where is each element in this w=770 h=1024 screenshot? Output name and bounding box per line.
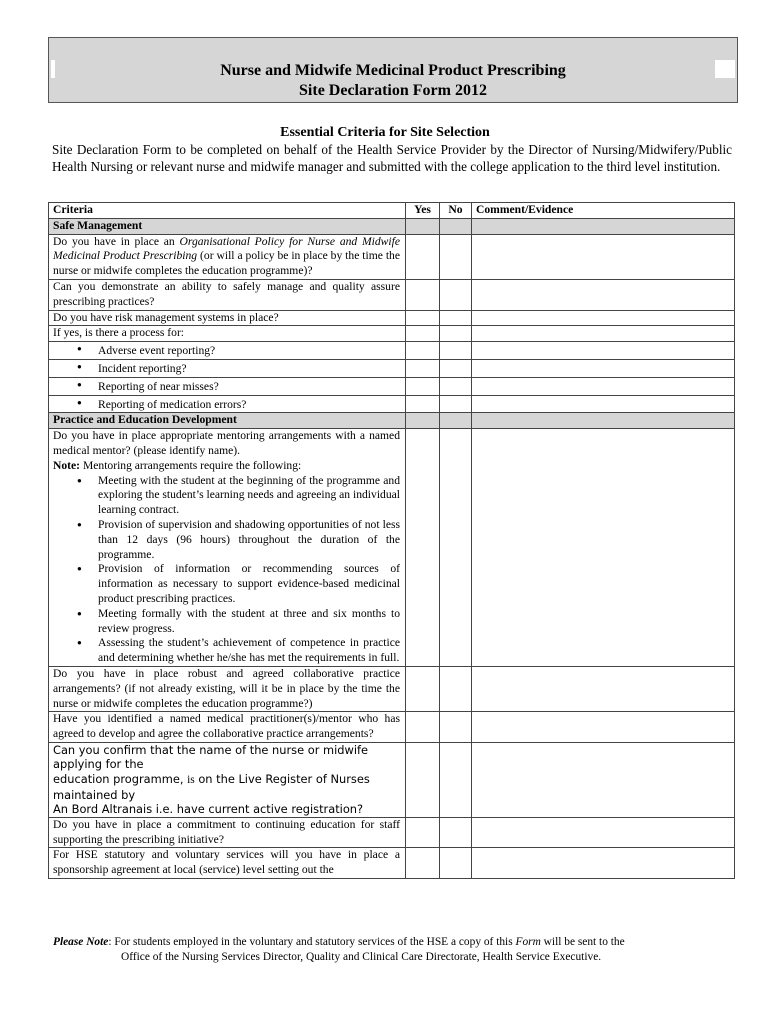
criteria-mentoring: Do you have in place appropriate mentoring arrangements with a named medical mentor? (please identify name). Note: Mentoring arrangements require the following: ● Meeting with the student at the beginning of the programme and exploring the student’s learning needs and agreeing an individual learning contract. ● Provision of supervision and shadowing opportunities of not less than 12 days (96 hours) throughout the duration of the programme. ● Provision of information or recommending sources of information as necessary to support evidence-based medicinal product prescribing practices. ● Meeting formally with the student at three and six months to review progress. ● Assessing the student’s achievement of competence in practice and determining whether he/she has met the requirements in full. (49, 429, 406, 667)
note-line-2: Office of the Nursing Services Director, Quality and Clinical Care Directorate, Health Service Executive. (121, 951, 602, 963)
comment-cell[interactable] (472, 234, 735, 279)
comment-cell[interactable] (472, 377, 735, 395)
criteria-process-for: If yes, is there a process for: (49, 326, 406, 342)
bullet-medication-errors: ● Reporting of medication errors? (53, 396, 400, 413)
section-row (49, 218, 735, 234)
no-cell[interactable] (440, 395, 472, 413)
no-cell[interactable] (440, 310, 472, 326)
section-safe-management: Safe Management (49, 218, 406, 234)
mentoring-item: ● Meeting with the student at the beginning of the programme and exploring the student’s learning needs and agreeing an individual learning contract. (53, 474, 400, 518)
criteria-policy: Do you have in place an Organisational Policy for Nurse and Midwife Medicinal Product Prescribing (or will a policy be in place by the time the nurse or midwife completes the education programme)? (49, 234, 406, 279)
title-banner (48, 37, 738, 103)
table-row (49, 429, 735, 667)
header-criteria: Criteria (49, 203, 406, 219)
table-row (49, 310, 735, 326)
no-cell[interactable] (440, 666, 472, 711)
yes-cell[interactable] (406, 342, 440, 360)
section-heading: Essential Criteria for Site Selection (280, 125, 490, 140)
yes-cell[interactable] (406, 310, 440, 326)
no-cell[interactable] (440, 326, 472, 342)
table-row (49, 817, 735, 848)
no-cell[interactable] (440, 359, 472, 377)
comment-cell[interactable] (472, 395, 735, 413)
header-comment: Comment/Evidence (472, 203, 735, 219)
table-row (49, 377, 735, 395)
header-no: No (440, 203, 472, 219)
criteria-medical-practitioner: Have you identified a named medical practitioner(s)/mentor who has agreed to develop and agree the collaborative practice arrangements? (49, 712, 406, 743)
no-cell[interactable] (440, 817, 472, 848)
mentoring-item: ● Provision of information or recommending sources of information as necessary to support evidence-based medicinal product prescribing practices. (53, 562, 400, 606)
bullet-incident: ● Incident reporting? (53, 360, 400, 377)
table-row (49, 342, 735, 360)
form-subtitle: Site Declaration Form 2012 (299, 82, 487, 99)
no-cell[interactable] (440, 279, 472, 310)
yes-cell[interactable] (406, 326, 440, 342)
comment-cell[interactable] (472, 429, 735, 667)
criteria-quality-assure: Can you demonstrate an ability to safely manage and quality assure prescribing practices? (49, 279, 406, 310)
yes-cell[interactable] (406, 234, 440, 279)
yes-cell[interactable] (406, 359, 440, 377)
criteria-table (48, 202, 735, 879)
table-row (49, 234, 735, 279)
bullet-adverse-event: ● Adverse event reporting? (53, 342, 400, 359)
mentoring-item: ● Meeting formally with the student at three and six months to review progress. (53, 607, 400, 637)
mentoring-item: ● Provision of supervision and shadowing opportunities of not less than 12 days (96 hours) throughout the duration of the programme. (53, 518, 400, 562)
mentoring-item: ● Assessing the student’s achievement of competence in practice and determining whether he/she has met the requirements in full. (53, 636, 400, 666)
comment-cell[interactable] (472, 817, 735, 848)
comment-cell[interactable] (472, 742, 735, 817)
note-label: Please Note (53, 936, 109, 948)
yes-cell[interactable] (406, 848, 440, 879)
yes-cell[interactable] (406, 429, 440, 667)
section-row (49, 413, 735, 429)
yes-cell[interactable] (406, 742, 440, 817)
comment-cell[interactable] (472, 279, 735, 310)
table-row (49, 279, 735, 310)
table-row (49, 359, 735, 377)
no-cell[interactable] (440, 848, 472, 879)
table-row (49, 326, 735, 342)
comment-cell[interactable] (472, 712, 735, 743)
comment-cell[interactable] (472, 310, 735, 326)
no-cell[interactable] (440, 342, 472, 360)
criteria-risk-systems: Do you have risk management systems in place? (49, 310, 406, 326)
footer-note: Please Note: For students employed in the voluntary and statutory services of the HSE a copy of this Form will be sent to the Office of the Nursing Services Director, Quality and Clinical Care Directorate, Health Service Executive. (53, 935, 733, 965)
no-cell[interactable] (440, 377, 472, 395)
criteria-continuing-education: Do you have in place a commitment to continuing education for staff supporting the prescribing initiative? (49, 817, 406, 848)
section-practice-education: Practice and Education Development (49, 413, 406, 429)
comment-cell[interactable] (472, 342, 735, 360)
criteria-sponsorship: For HSE statutory and voluntary services will you have in place a sponsorship agreement at local (service) level setting out the (49, 848, 406, 879)
no-cell[interactable] (440, 234, 472, 279)
intro-paragraph: Site Declaration Form to be completed on behalf of the Health Service Provider by the Director of Nursing/Midwifery/Public Health Nursing or relevant nurse and midwife manager and submitted with the college application to the third level institution. (52, 142, 732, 174)
yes-cell[interactable] (406, 395, 440, 413)
table-row (49, 742, 735, 817)
table-row (49, 395, 735, 413)
no-cell[interactable] (440, 429, 472, 667)
table-row (49, 666, 735, 711)
criteria-live-register: Can you confirm that the name of the nurse or midwife applying for the education programme, is on the Live Register of Nurses maintained by An Bord Altranais i.e. have current active registration? (49, 742, 406, 817)
yes-cell[interactable] (406, 817, 440, 848)
yes-cell[interactable] (406, 279, 440, 310)
comment-cell[interactable] (472, 326, 735, 342)
yes-cell[interactable] (406, 712, 440, 743)
no-cell[interactable] (440, 742, 472, 817)
criteria-collaborative-practice: Do you have in place robust and agreed collaborative practice arrangements? (if not already existing, will it be in place by the time the nurse or midwife completes the education programme?) (49, 666, 406, 711)
table-header-row (49, 203, 735, 219)
comment-cell[interactable] (472, 848, 735, 879)
comment-cell[interactable] (472, 666, 735, 711)
table-row (49, 712, 735, 743)
yes-cell[interactable] (406, 377, 440, 395)
header-yes: Yes (406, 203, 440, 219)
comment-cell[interactable] (472, 359, 735, 377)
table-row (49, 848, 735, 879)
bullet-near-misses: ● Reporting of near misses? (53, 378, 400, 395)
no-cell[interactable] (440, 712, 472, 743)
form-title: Nurse and Midwife Medicinal Product Prescribing (220, 62, 566, 79)
yes-cell[interactable] (406, 666, 440, 711)
